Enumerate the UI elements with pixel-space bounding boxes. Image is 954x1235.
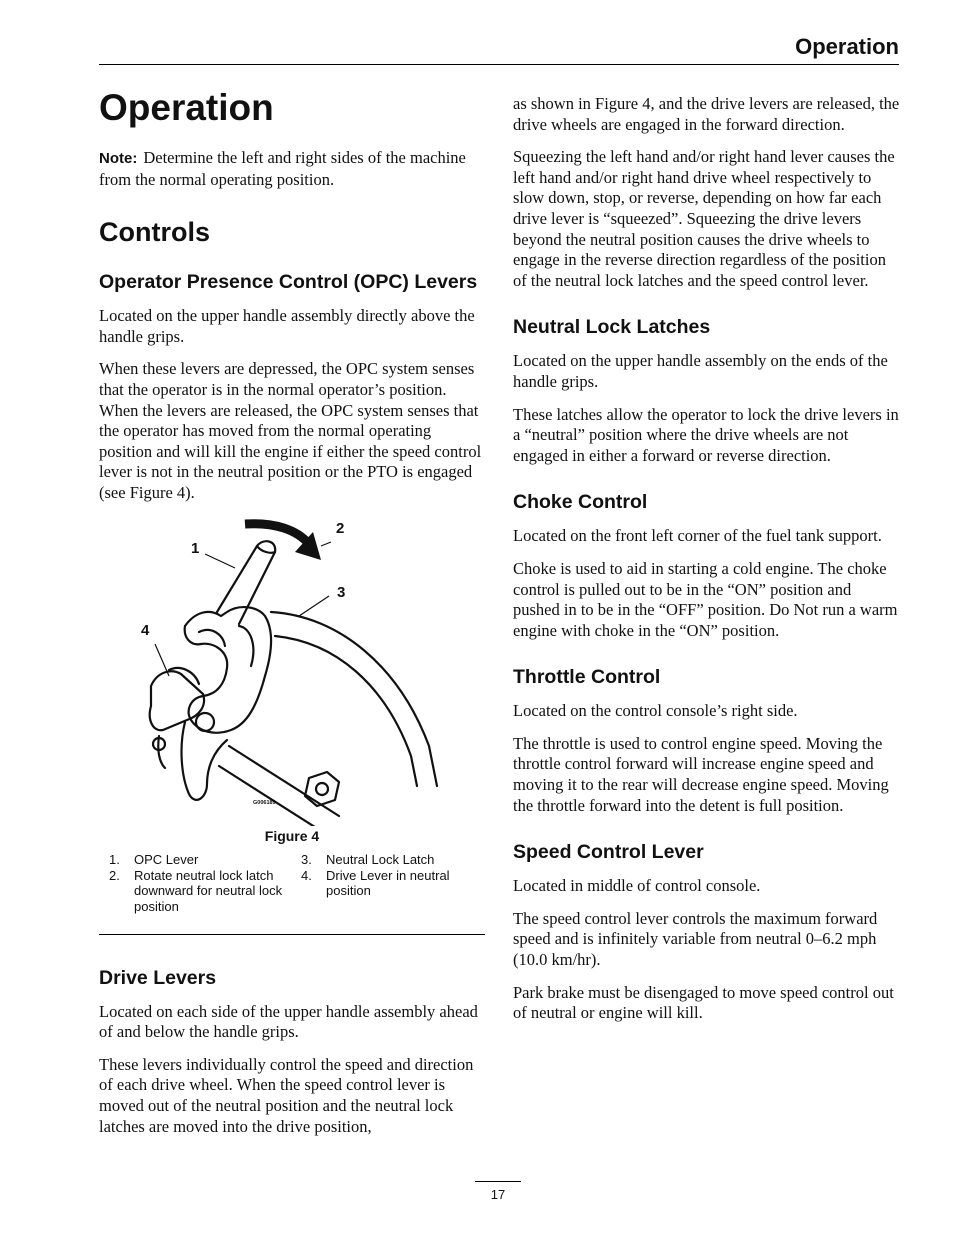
callout-4: 4 <box>141 621 150 639</box>
drive-levers-heading: Drive Levers <box>99 966 217 989</box>
figure-code: G006189 <box>253 799 276 806</box>
drive-cont-paragraph-2: Squeezing the left hand and/or right hand lever causes the left hand and/or right hand drive wheel respectively to slow down, stop, or reverse, depending on how far each drive lever is “squeezed”. Squeezing the drive levers beyond the neutral position causes the drive wheels to engage in the reverse direction regardless of the position of the neutral lock latches and the speed control lever. <box>513 147 895 290</box>
speed-paragraph-2: The speed control lever controls the maximum forward speed and is infinitely variable from neutral 0–6.2 mph (10.0 km/hr). <box>513 908 878 970</box>
speed-control-heading: Speed Control Lever <box>513 841 704 864</box>
legend-item-3 <box>301 852 481 868</box>
neutral-paragraph-2: These latches allow the operator to lock the drive levers in a “neutral” position where the drive wheels are not engaged in either a forward or reverse direction. <box>513 404 899 465</box>
note <box>99 148 485 190</box>
choke-paragraph-1: Located on the front left corner of the fuel tank support. <box>513 526 882 546</box>
controls-heading: Controls <box>99 217 210 248</box>
left-column <box>99 86 485 1149</box>
legend-num: 3. <box>301 851 312 867</box>
callout-3: 3 <box>337 583 346 601</box>
legend-item-2 <box>109 868 289 918</box>
legend-text: Drive Lever in neutral position <box>326 867 450 899</box>
legend-text: Rotate neutral lock latch downward for neutral lock position <box>134 867 283 914</box>
figure-4 <box>99 516 485 936</box>
right-column <box>513 94 901 1036</box>
header-rule <box>99 64 899 65</box>
opc-paragraph-1: Located on the upper handle assembly directly above the handle grips. <box>99 306 475 346</box>
note-text: Determine the left and right sides of the machine from the normal operating position. <box>99 148 466 189</box>
opc-paragraph-2: When these levers are depressed, the OPC system senses that the operator is in the normal operator’s position. When the levers are released, the OPC system senses that the operator has moved from the normal operating position and will kill the engine if either the speed control lever is not in the neutral position or the PTO is engaged (see Figure 4). <box>99 359 482 502</box>
lever-illustration <box>99 516 485 826</box>
callout-2: 2 <box>336 519 345 537</box>
figure-caption: Figure 4 <box>264 827 320 844</box>
drive-cont-paragraph-1: as shown in Figure 4, and the drive levers are released, the drive wheels are engaged in the forward direction. <box>513 94 900 134</box>
speed-paragraph-3: Park brake must be disengaged to move speed control out of neutral or engine will kill. <box>513 982 894 1023</box>
page-number: 17 <box>490 1187 506 1202</box>
legend-text: Neutral Lock Latch <box>326 851 435 867</box>
throttle-heading: Throttle Control <box>513 666 661 689</box>
callout-1: 1 <box>191 539 200 557</box>
figure-rule <box>99 934 485 935</box>
legend-num: 2. <box>109 867 120 883</box>
choke-heading: Choke Control <box>513 491 648 514</box>
page-number-rule <box>475 1181 521 1182</box>
choke-paragraph-2: Choke is used to aid in starting a cold engine. The choke control is pulled out to be in the “ON” position and pushed in to be in the “OFF” position. Do Not run a warm engine with choke in the “ON” position. <box>513 558 898 640</box>
neutral-lock-heading: Neutral Lock Latches <box>513 316 711 339</box>
throttle-paragraph-1: Located on the control console’s right side. <box>513 701 798 721</box>
legend-text: OPC Lever <box>134 851 199 867</box>
legend-item-1 <box>109 852 289 868</box>
legend-num: 1. <box>109 851 120 867</box>
note-label: Note: <box>99 150 138 167</box>
drive-paragraph-2: These levers individually control the speed and direction of each drive wheel. When the speed control lever is moved out of the neutral position and the neutral lock latches are moved into the drive position, <box>99 1054 474 1136</box>
opc-heading: Operator Presence Control (OPC) Levers <box>99 271 478 294</box>
page-title: Operation <box>99 87 274 128</box>
speed-paragraph-1: Located in middle of control console. <box>513 876 761 896</box>
running-header: Operation <box>795 34 899 59</box>
legend-item-4 <box>301 868 481 902</box>
drive-paragraph-1: Located on each side of the upper handle assembly ahead of and below the handle grips. <box>99 1001 478 1042</box>
throttle-paragraph-2: The throttle is used to control engine speed. Moving the throttle control forward will increase engine speed and moving it to the rear will decrease engine speed. Moving the throttle forward into the detent is full position. <box>513 733 889 815</box>
legend-num: 4. <box>301 867 312 883</box>
neutral-paragraph-1: Located on the upper handle assembly on the ends of the handle grips. <box>513 351 888 391</box>
